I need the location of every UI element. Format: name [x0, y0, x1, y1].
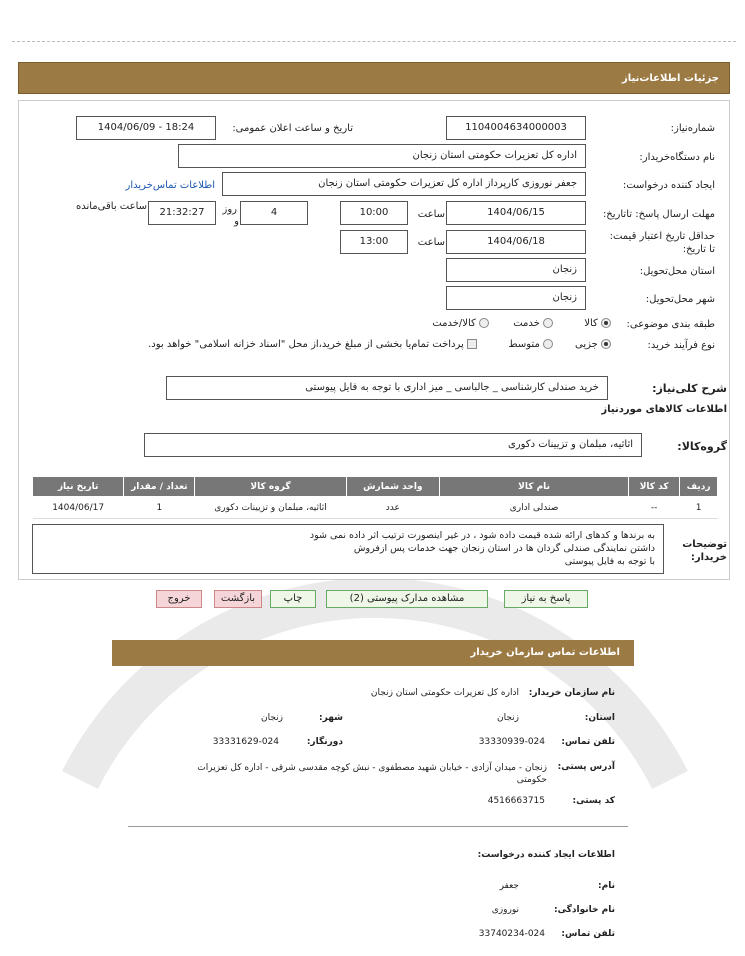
items-table: [32, 476, 718, 519]
deadline-date-field: 1404/06/15: [446, 201, 586, 225]
checkbox-icon[interactable]: [467, 339, 477, 349]
announce-field: 1404/06/09 - 18:24: [76, 116, 216, 140]
view-docs-button[interactable]: مشاهده مدارک پیوستی (2): [326, 590, 488, 608]
category-goods-option[interactable]: کالا: [584, 318, 611, 329]
need-number-label: شماره‌نیاز:: [670, 123, 715, 134]
group-label: گروه‌کالا:: [677, 440, 727, 453]
creator-info-title: اطلاعات ایجاد کننده درخواست:: [477, 850, 615, 860]
table-cell: 1: [124, 497, 195, 519]
table-header: نام کالا: [440, 477, 629, 497]
org-name-label: نام سازمان خریدار:: [528, 688, 615, 698]
province-label: استان محل‌تحویل:: [639, 266, 715, 277]
creator-label: ایجاد کننده درخواست:: [622, 180, 715, 191]
process-small-option[interactable]: جزیی: [575, 339, 611, 350]
note-line: به برندها و کدهای ارائه شده قیمت داده شود ، در غیر اینصورت ترتیب اثر داده نمی شود: [309, 530, 655, 541]
note-line: با توجه به فایل پیوستی: [564, 556, 655, 567]
buyer-contact-link[interactable]: اطلاعات تماس‌خریدار: [125, 180, 215, 191]
exit-button[interactable]: خروج: [156, 590, 202, 608]
remaining-label: ساعت باقی‌مانده: [75, 201, 147, 212]
postal-label: کد پستی:: [572, 796, 615, 806]
table-header: تعداد / مقدار: [124, 477, 195, 497]
notes-field: [32, 524, 664, 574]
last-name-label: نام خانوادگی:: [553, 905, 615, 915]
address-value: زنجان - میدان آزادی - خیابان شهید مصطفوی - نبش کوچه مقدسی شرقی - اداره کل تعزیرات حکومتی: [197, 763, 547, 785]
validity-date-field: 1404/06/18: [446, 230, 586, 254]
deadline-label: مهلت ارسال پاسخ: تاتاریخ:: [602, 209, 715, 220]
remaining-time-field: 21:32:27: [148, 201, 216, 225]
category-label: طبقه بندی موضوعی:: [626, 319, 715, 330]
summary-field: خرید صندلی کارشناسی _ جالباسی _ میز اداری با توجه به فایل پیوستی: [166, 376, 608, 400]
days-field: 4: [240, 201, 308, 225]
validity-hour-label: ساعت: [417, 237, 445, 248]
back-button[interactable]: بازگشت: [214, 590, 262, 608]
table-header: گروه کالا: [195, 477, 346, 497]
note-line: داشتن نمایندگی صندلی گردان ها در استان زنجان جهت خدمات پس ازفروش: [353, 543, 655, 554]
radio-icon[interactable]: [601, 318, 611, 328]
table-cell: صندلی اداری: [440, 497, 629, 519]
creator-phone-label: تلفن تماس:: [561, 929, 615, 939]
table-cell: --: [629, 497, 680, 519]
contact-divider: [128, 826, 628, 827]
address-label: آدرس پستی:: [557, 762, 615, 772]
first-name-value: جعفر: [499, 881, 519, 891]
process-label: نوع فرآیند خرید:: [647, 340, 715, 351]
table-row: [33, 497, 718, 519]
announce-label: تاریخ و ساعت اعلان عمومی:: [232, 123, 353, 134]
top-divider: [12, 41, 736, 42]
creator-field: جعفر نوروزی کارپرداز اداره کل تعزیرات حکومتی استان زنجان: [222, 172, 586, 196]
page-header: جزئیات اطلاعات‌نیاز: [18, 62, 730, 94]
deadline-hour-label: ساعت: [417, 209, 445, 220]
city-label: شهر محل‌تحویل:: [645, 294, 715, 305]
validity-label: حداقل تاریخ اعتبار قیمت: تا تاریخ:: [609, 231, 715, 255]
postal-value: 4516663715: [487, 796, 545, 806]
phone-value: 33330939-024: [478, 737, 545, 747]
summary-label: شرح کلی‌نیاز:: [652, 382, 727, 395]
contact-header: اطلاعات تماس سازمان خریدار: [112, 640, 634, 666]
last-name-value: نوروزی: [491, 905, 519, 915]
print-button[interactable]: چاپ: [270, 590, 316, 608]
deadline-time-field: 10:00: [340, 201, 408, 225]
table-header: واحد شمارش: [346, 477, 439, 497]
category-both-option[interactable]: کالا/خدمت: [432, 318, 489, 329]
buyer-org-label: نام دستگاه‌خریدار:: [639, 152, 715, 163]
need-number-field: 1104004634000003: [446, 116, 586, 140]
table-header: ردیف: [680, 477, 718, 497]
validity-time-field: 13:00: [340, 230, 408, 254]
group-field: اثاثیه، مبلمان و تزیینات دکوری: [144, 433, 642, 457]
city-field: زنجان: [446, 286, 586, 310]
table-cell: 1404/06/17: [33, 497, 124, 519]
buyer-org-field: اداره کل تعزیرات حکومتی استان زنجان: [178, 144, 586, 168]
and-label: و: [234, 216, 239, 227]
table-header: تاریخ نیاز: [33, 477, 124, 497]
fax-label: دورنگار:: [306, 737, 343, 747]
contact-province-label: استان:: [584, 713, 615, 723]
notes-label: توضیحات خریدار:: [682, 539, 727, 563]
table-cell: عدد: [346, 497, 439, 519]
table-cell: 1: [680, 497, 718, 519]
process-medium-option[interactable]: متوسط: [508, 339, 553, 350]
creator-phone-value: 33740234-024: [478, 929, 545, 939]
radio-icon[interactable]: [543, 339, 553, 349]
contact-city-value: زنجان: [260, 713, 283, 723]
radio-icon[interactable]: [601, 339, 611, 349]
table-header: کد کالا: [629, 477, 680, 497]
radio-icon[interactable]: [479, 318, 489, 328]
org-name-value: اداره کل تعزیرات حکومتی استان زنجان: [370, 688, 519, 698]
contact-province-value: زنجان: [496, 713, 519, 723]
days-label: روز: [222, 204, 237, 215]
table-cell: اثاثیه، مبلمان و تزیینات دکوری: [195, 497, 346, 519]
radio-icon[interactable]: [543, 318, 553, 328]
fax-value: 33331629-024: [212, 737, 279, 747]
goods-info-label: اطلاعات کالاهای موردنیاز: [601, 404, 727, 415]
table-header-row: [33, 477, 718, 497]
reply-button[interactable]: پاسخ به نیاز: [504, 590, 588, 608]
province-field: زنجان: [446, 258, 586, 282]
treasury-payment-option[interactable]: پرداخت تمام‌یا بخشی از مبلغ خرید،از محل "اسناد خزانه اسلامی" خواهد بود.: [148, 339, 477, 350]
category-service-option[interactable]: خدمت: [513, 318, 553, 329]
first-name-label: نام:: [598, 881, 615, 891]
contact-city-label: شهر:: [319, 713, 343, 723]
phone-label: تلفن تماس:: [561, 737, 615, 747]
